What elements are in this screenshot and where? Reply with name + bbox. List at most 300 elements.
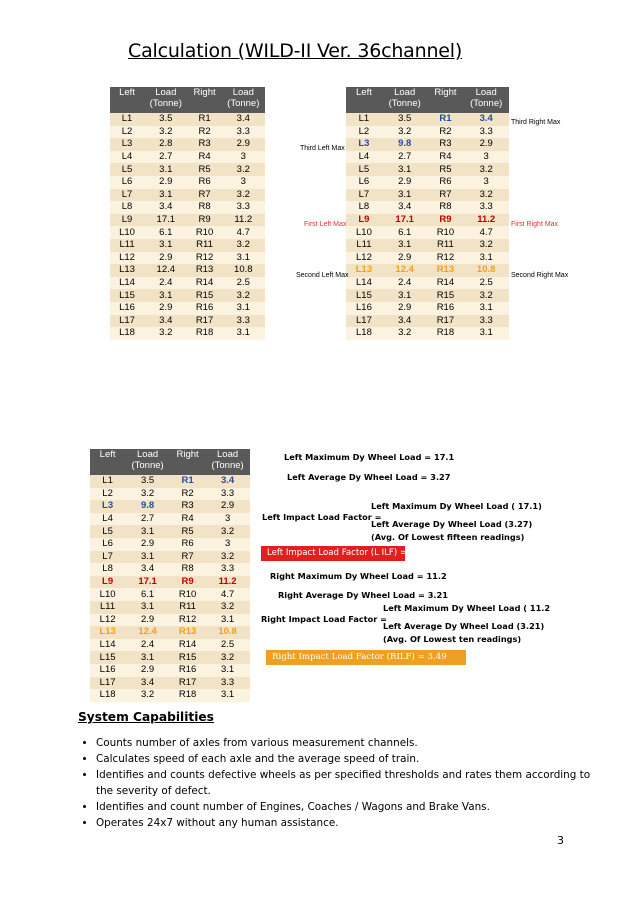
table-cell: 4.7 <box>222 226 265 239</box>
column-header: Left <box>90 449 125 475</box>
table-cell: R4 <box>427 151 463 164</box>
table-cell: 12.4 <box>125 626 170 639</box>
table-cell: 3.1 <box>205 614 250 627</box>
table-cell: 3.3 <box>463 126 509 139</box>
table-row <box>110 201 265 214</box>
table-cell: 3.1 <box>144 189 187 202</box>
column-header: Right <box>187 87 221 113</box>
table-cell: 3.1 <box>382 239 428 252</box>
table-cell: 3.2 <box>125 689 170 702</box>
table-cell: R3 <box>427 138 463 151</box>
table-cell: 6.1 <box>382 226 428 239</box>
first-left-max-label: First Left Max <box>304 221 347 228</box>
capability-item: • Counts number of axles from various measurement channels. <box>96 735 596 751</box>
table-cell: L6 <box>346 176 382 189</box>
table-cell: R5 <box>187 163 221 176</box>
table-cell: 3.1 <box>125 651 170 664</box>
load-table-summary <box>90 449 250 702</box>
table-row <box>90 664 250 677</box>
column-header: Load (Tonne) <box>125 449 170 475</box>
table-cell: 3.3 <box>205 563 250 576</box>
table-cell: L1 <box>90 475 125 488</box>
table-cell: R2 <box>427 126 463 139</box>
column-header: Load (Tonne) <box>205 449 250 475</box>
table-cell: L5 <box>346 163 382 176</box>
table-cell: R5 <box>170 525 205 538</box>
table-cell: 2.4 <box>144 277 187 290</box>
table-cell: 3.2 <box>463 239 509 252</box>
column-header: Right <box>170 449 205 475</box>
table-row <box>110 264 265 277</box>
table-cell: 3.1 <box>144 289 187 302</box>
table-cell: R4 <box>170 513 205 526</box>
table-cell: 3.1 <box>205 664 250 677</box>
table-cell: 3.1 <box>463 302 509 315</box>
table-cell: L15 <box>90 651 125 664</box>
table-cell: R14 <box>170 639 205 652</box>
table-cell: L11 <box>110 239 144 252</box>
table-row <box>110 252 265 265</box>
table-cell: L12 <box>110 252 144 265</box>
table-cell: L15 <box>346 289 382 302</box>
table-row <box>346 264 509 277</box>
table-cell: 3.1 <box>144 239 187 252</box>
capabilities-list <box>76 735 596 831</box>
table-cell: L16 <box>110 302 144 315</box>
table-cell: L14 <box>90 639 125 652</box>
table-cell: 3.3 <box>222 201 265 214</box>
table-cell: R17 <box>170 677 205 690</box>
table-row <box>90 475 250 488</box>
table-cell: 3.2 <box>222 189 265 202</box>
table-cell: L10 <box>110 226 144 239</box>
table-row <box>90 626 250 639</box>
table-row <box>110 138 265 151</box>
table-cell: R9 <box>170 576 205 589</box>
table-cell: 3 <box>205 538 250 551</box>
table-cell: R12 <box>187 252 221 265</box>
left-denominator-note: (Avg. Of Lowest fifteen readings) <box>371 532 525 542</box>
table-row <box>346 189 509 202</box>
table-cell: 3.1 <box>222 302 265 315</box>
table-row <box>346 327 509 340</box>
table-cell: 3.1 <box>125 551 170 564</box>
table-cell: R8 <box>187 201 221 214</box>
column-header: Load (Tonne) <box>382 87 428 113</box>
column-header: Load (Tonne) <box>463 87 509 113</box>
table-cell: L10 <box>90 588 125 601</box>
table-cell: L7 <box>90 551 125 564</box>
table-cell: L1 <box>110 113 144 126</box>
table-row <box>110 176 265 189</box>
table-row <box>346 252 509 265</box>
column-header: Load (Tonne) <box>222 87 265 113</box>
table-cell: R11 <box>427 239 463 252</box>
table-cell: R2 <box>170 488 205 501</box>
table-cell: 2.9 <box>125 614 170 627</box>
right-factor-label: Right Impact Load Factor = <box>261 614 388 624</box>
table-cell: 3.4 <box>382 201 428 214</box>
right-avg-text: Right Average Dy Wheel Load = 3.21 <box>278 590 448 600</box>
table-row <box>90 488 250 501</box>
right-numerator: Left Maximum Dy Wheel Load ( 11.2 <box>383 603 551 613</box>
table-cell: L2 <box>110 126 144 139</box>
table-row <box>110 302 265 315</box>
table-cell: 3.2 <box>382 126 428 139</box>
table-row <box>346 138 509 151</box>
table-cell: 3.1 <box>205 689 250 702</box>
table-cell: L9 <box>90 576 125 589</box>
load-table-raw <box>110 87 265 340</box>
table-cell: 17.1 <box>125 576 170 589</box>
table-cell: L18 <box>90 689 125 702</box>
table-cell: 3.4 <box>144 201 187 214</box>
table-row <box>90 588 250 601</box>
table-row <box>110 239 265 252</box>
table-cell: 2.9 <box>125 538 170 551</box>
table-row <box>346 239 509 252</box>
table-cell: 2.5 <box>463 277 509 290</box>
table-cell: 3 <box>205 513 250 526</box>
table-cell: 2.9 <box>144 302 187 315</box>
table-cell: R10 <box>187 226 221 239</box>
table-cell: 3.4 <box>222 113 265 126</box>
table-cell: R16 <box>187 302 221 315</box>
table-row <box>110 189 265 202</box>
table-cell: L9 <box>110 214 144 227</box>
table-cell: L5 <box>90 525 125 538</box>
table-row <box>90 689 250 702</box>
second-left-max-label: Second Left Max <box>296 272 349 279</box>
table-cell: R16 <box>170 664 205 677</box>
table-cell: R13 <box>187 264 221 277</box>
table-row <box>90 677 250 690</box>
table-cell: 3.2 <box>463 189 509 202</box>
table-cell: L11 <box>90 601 125 614</box>
table-cell: 2.9 <box>382 176 428 189</box>
table-cell: L2 <box>346 126 382 139</box>
table-row <box>110 151 265 164</box>
right-ilf-result: Right Impact Load Factor (RILF) = 3.49 <box>266 650 466 665</box>
table-cell: 2.7 <box>382 151 428 164</box>
right-max-text: Right Maximum Dy Wheel Load = 11.2 <box>270 571 447 581</box>
table-row <box>90 538 250 551</box>
table-cell: L13 <box>346 264 382 277</box>
left-numerator: Left Maximum Dy Wheel Load ( 17.1) <box>371 501 542 511</box>
table-cell: 4.7 <box>463 226 509 239</box>
table-row <box>90 601 250 614</box>
table-cell: 17.1 <box>382 214 428 227</box>
third-right-max-label: Third Right Max <box>511 119 561 126</box>
table-cell: 2.9 <box>205 500 250 513</box>
table-row <box>346 176 509 189</box>
table-cell: 3.3 <box>205 677 250 690</box>
table-cell: 3.2 <box>222 163 265 176</box>
table-cell: 3.2 <box>222 239 265 252</box>
table-cell: 11.2 <box>463 214 509 227</box>
table-cell: 3.3 <box>463 315 509 328</box>
table-cell: R2 <box>187 126 221 139</box>
table-row <box>110 126 265 139</box>
table-cell: 3.4 <box>463 113 509 126</box>
second-right-max-label: Second Right Max <box>511 272 569 279</box>
table-row <box>110 315 265 328</box>
table-cell: R3 <box>170 500 205 513</box>
table-cell: L11 <box>346 239 382 252</box>
left-denominator: Left Average Dy Wheel Load (3.27) <box>371 519 533 529</box>
table-cell: 3.3 <box>205 488 250 501</box>
table-cell: L12 <box>90 614 125 627</box>
table-row <box>90 525 250 538</box>
table-cell: L17 <box>90 677 125 690</box>
table-cell: 3.1 <box>222 252 265 265</box>
table-cell: 10.8 <box>205 626 250 639</box>
table-row <box>90 500 250 513</box>
table-cell: 3.4 <box>144 315 187 328</box>
table-row <box>346 214 509 227</box>
table-cell: L15 <box>110 289 144 302</box>
table-cell: L14 <box>110 277 144 290</box>
table-cell: 3.1 <box>382 163 428 176</box>
table-cell: 3.2 <box>205 525 250 538</box>
table-cell: R12 <box>427 252 463 265</box>
table-cell: 2.5 <box>222 277 265 290</box>
table-cell: 3.2 <box>222 289 265 302</box>
table-cell: 3.2 <box>463 289 509 302</box>
table-cell: 11.2 <box>222 214 265 227</box>
table-cell: L18 <box>346 327 382 340</box>
table-cell: R13 <box>427 264 463 277</box>
table-cell: 2.9 <box>382 252 428 265</box>
table-cell: R15 <box>170 651 205 664</box>
table-row <box>90 551 250 564</box>
table-cell: 3.5 <box>382 113 428 126</box>
table-row <box>346 302 509 315</box>
table-row <box>110 226 265 239</box>
table-row <box>90 651 250 664</box>
column-header: Right <box>427 87 463 113</box>
table-row <box>110 214 265 227</box>
table-row <box>110 327 265 340</box>
table-cell: 3 <box>463 176 509 189</box>
table-cell: L5 <box>110 163 144 176</box>
column-header: Left <box>110 87 144 113</box>
table-cell: 3.4 <box>205 475 250 488</box>
table-cell: 3.1 <box>144 163 187 176</box>
left-avg-text: Left Average Dy Wheel Load = 3.27 <box>287 472 451 482</box>
table-cell: R1 <box>187 113 221 126</box>
table-cell: 2.9 <box>222 138 265 151</box>
table-cell: 2.7 <box>144 151 187 164</box>
table-header-row <box>90 449 250 475</box>
left-factor-label: Left Impact Load Factor = <box>262 512 382 522</box>
table-cell: R5 <box>427 163 463 176</box>
table-cell: R15 <box>187 289 221 302</box>
left-ilf-value: 5.23 <box>417 548 438 558</box>
table-cell: L16 <box>346 302 382 315</box>
table-cell: 6.1 <box>125 588 170 601</box>
table-cell: R3 <box>187 138 221 151</box>
table-cell: 3.1 <box>382 189 428 202</box>
table-cell: 3.2 <box>125 488 170 501</box>
page-title: Calculation (WILD-II Ver. 36channel) <box>128 40 463 62</box>
system-capabilities-heading: System Capabilities <box>78 710 214 724</box>
table-cell: L13 <box>90 626 125 639</box>
table-row <box>346 289 509 302</box>
table-cell: L2 <box>90 488 125 501</box>
table-cell: L6 <box>110 176 144 189</box>
table-cell: R14 <box>427 277 463 290</box>
table-cell: R10 <box>427 226 463 239</box>
column-header: Load (Tonne) <box>144 87 187 113</box>
page-number: 3 <box>557 834 564 847</box>
table-row <box>346 226 509 239</box>
table-cell: R7 <box>170 551 205 564</box>
table-cell: 3.5 <box>144 113 187 126</box>
table-cell: R6 <box>427 176 463 189</box>
table-cell: 2.8 <box>144 138 187 151</box>
capability-item: • Identifies and counts defective wheels as per specified thresholds and rates them according to the severity of defect. <box>96 767 596 799</box>
table-cell: 3.1 <box>382 289 428 302</box>
table-cell: 9.8 <box>125 500 170 513</box>
left-ilf-result <box>261 546 438 561</box>
table-row <box>110 277 265 290</box>
table-cell: 3 <box>222 176 265 189</box>
table-row <box>90 563 250 576</box>
right-denominator: Left Average Dy Wheel Load (3.21) <box>383 621 545 631</box>
table-cell: 3.3 <box>463 201 509 214</box>
table-cell: 3.2 <box>205 601 250 614</box>
table-cell: R7 <box>427 189 463 202</box>
table-cell: 2.9 <box>144 176 187 189</box>
table-row <box>110 163 265 176</box>
table-cell: 3.4 <box>382 315 428 328</box>
table-cell: 3.4 <box>125 563 170 576</box>
table-cell: R11 <box>187 239 221 252</box>
table-cell: 3.2 <box>205 651 250 664</box>
table-row <box>346 201 509 214</box>
table-cell: 9.8 <box>382 138 428 151</box>
table-cell: 3 <box>222 151 265 164</box>
table-cell: 3.1 <box>222 327 265 340</box>
table-cell: L16 <box>90 664 125 677</box>
first-right-max-label: First Right Max <box>511 221 559 228</box>
table-cell: R7 <box>187 189 221 202</box>
table-cell: 6.1 <box>144 226 187 239</box>
table-cell: 3.4 <box>125 677 170 690</box>
table-cell: L1 <box>346 113 382 126</box>
table-cell: L6 <box>90 538 125 551</box>
table-cell: R17 <box>427 315 463 328</box>
table-cell: R6 <box>170 538 205 551</box>
table-cell: R9 <box>187 214 221 227</box>
table-cell: 3 <box>463 151 509 164</box>
table-cell: 2.9 <box>382 302 428 315</box>
table-cell: 3.3 <box>222 315 265 328</box>
table-cell: R12 <box>170 614 205 627</box>
table-cell: L13 <box>110 264 144 277</box>
table-cell: R9 <box>427 214 463 227</box>
table-cell: 2.9 <box>144 252 187 265</box>
table-cell: R8 <box>427 201 463 214</box>
table-cell: L7 <box>110 189 144 202</box>
table-cell: L4 <box>110 151 144 164</box>
table-cell: L4 <box>346 151 382 164</box>
table-cell: L18 <box>110 327 144 340</box>
third-left-max-label: Third Left Max <box>300 145 345 152</box>
table-cell: R6 <box>187 176 221 189</box>
table-row <box>346 315 509 328</box>
table-row <box>90 614 250 627</box>
table-cell: L9 <box>346 214 382 227</box>
table-cell: R18 <box>170 689 205 702</box>
table-cell: 2.7 <box>125 513 170 526</box>
table-cell: 10.8 <box>463 264 509 277</box>
table-cell: 2.5 <box>205 639 250 652</box>
table-cell: R11 <box>170 601 205 614</box>
table-cell: L10 <box>346 226 382 239</box>
table-row <box>346 163 509 176</box>
table-cell: L8 <box>346 201 382 214</box>
table-cell: R15 <box>427 289 463 302</box>
table-cell: R18 <box>427 327 463 340</box>
table-cell: 3.2 <box>144 126 187 139</box>
table-cell: 17.1 <box>144 214 187 227</box>
table-cell: 3.1 <box>125 601 170 614</box>
table-cell: L3 <box>346 138 382 151</box>
table-cell: 2.9 <box>463 138 509 151</box>
capability-item: • Operates 24x7 without any human assistance. <box>96 815 596 831</box>
table-cell: R8 <box>170 563 205 576</box>
table-row <box>110 289 265 302</box>
table-row <box>346 113 509 126</box>
table-cell: R1 <box>170 475 205 488</box>
table-cell: L7 <box>346 189 382 202</box>
table-cell: R4 <box>187 151 221 164</box>
table-cell: L3 <box>110 138 144 151</box>
capability-item: • Calculates speed of each axle and the average speed of train. <box>96 751 596 767</box>
table-cell: 10.8 <box>222 264 265 277</box>
column-header: Left <box>346 87 382 113</box>
table-cell: R14 <box>187 277 221 290</box>
left-ilf-label: Left Impact Load Factor (L ILF) = <box>267 548 408 558</box>
capability-item: • Identifies and count number of Engines, Coaches / Wagons and Brake Vans. <box>96 799 596 815</box>
table-cell: L14 <box>346 277 382 290</box>
table-header-row <box>346 87 509 113</box>
table-cell: 3.5 <box>125 475 170 488</box>
table-cell: R10 <box>170 588 205 601</box>
table-cell: R13 <box>170 626 205 639</box>
table-cell: R17 <box>187 315 221 328</box>
table-cell: 3.1 <box>463 327 509 340</box>
table-cell: 12.4 <box>382 264 428 277</box>
table-cell: 3.1 <box>463 252 509 265</box>
table-cell: 2.4 <box>382 277 428 290</box>
table-row <box>110 113 265 126</box>
load-table-annotated <box>346 87 509 340</box>
table-row <box>90 576 250 589</box>
table-cell: 3.3 <box>222 126 265 139</box>
table-row <box>90 513 250 526</box>
table-cell: L8 <box>110 201 144 214</box>
table-cell: L3 <box>90 500 125 513</box>
table-cell: R1 <box>427 113 463 126</box>
table-cell: 3.2 <box>463 163 509 176</box>
table-cell: 3.2 <box>205 551 250 564</box>
table-row <box>90 639 250 652</box>
table-cell: L8 <box>90 563 125 576</box>
table-cell: 2.4 <box>125 639 170 652</box>
